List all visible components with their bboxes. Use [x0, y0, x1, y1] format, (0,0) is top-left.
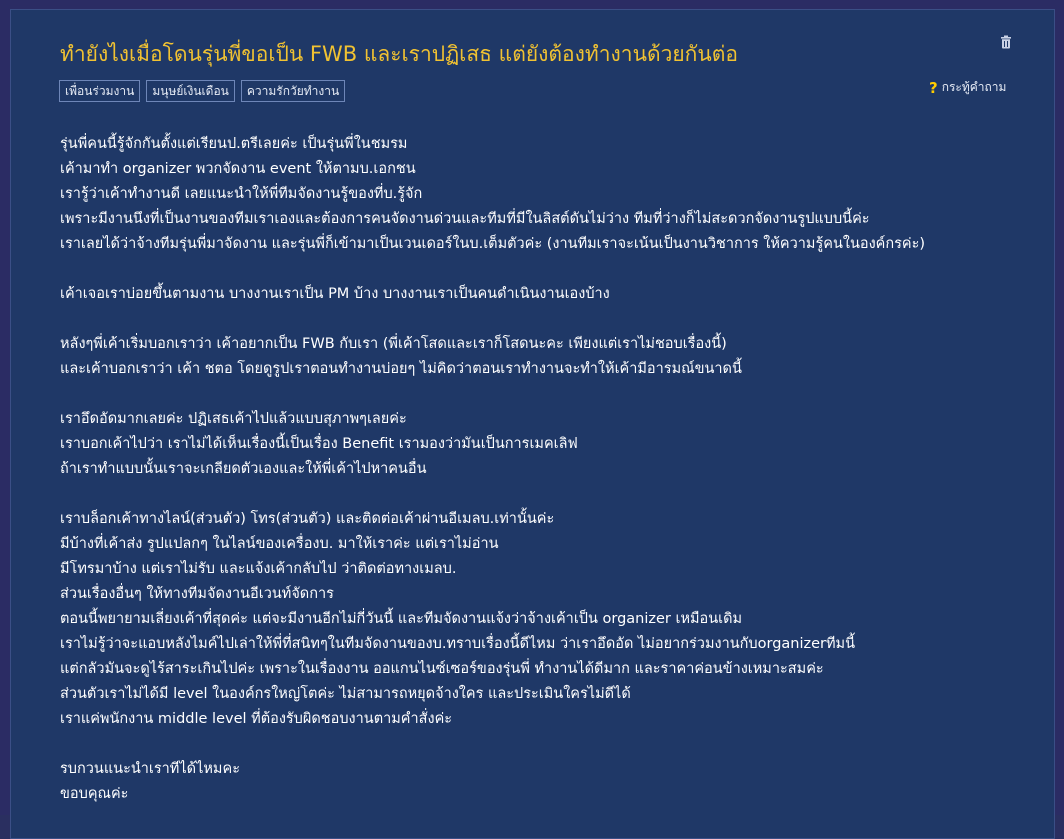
body-line: ถ้าเราทำแบบนั้นเราจะเกลียดตัวเองและให้พี่เค้าไปหาคนอื่น — [60, 461, 427, 477]
body-line: หลังๆพี่เค้าเริ่มบอกเราว่า เค้าอยากเป็น FWB กับเรา (พี่เค้าโสดและเราก็โสดนะคะ เพียงแต่เราไม่ชอบเรื่องนี้) — [60, 336, 727, 352]
paragraph-gap — [60, 482, 1040, 507]
body-line: เราไม่รู้ว่าจะแอบหลังไมค์ไปเล่าให้พี่ที่สนิทๆในทีมจัดงานของบ.ทราบเรื่องนี้ดีไหม ว่าเราอึดอัด ไม่อยากร่วมงานกับorganizerทีมนี้ — [60, 636, 856, 652]
body-line: และเค้าบอกเราว่า เค้า ชตอ โดยดูรูปเราตอนทำงานบ่อยๆ ไม่คิดว่าตอนเราทำงานจะทำให้เค้ามีอารมณ์ขนาดนี้ — [60, 361, 742, 377]
trash-icon[interactable] — [999, 34, 1013, 48]
body-line: ส่วนเรื่องอื่นๆ ให้ทางทีมจัดงานอีเวนท์จัดการ — [60, 586, 334, 602]
body-line: มีบ้างที่เค้าส่ง รูปแปลกๆ ในไลน์ของเครื่องบ. มาให้เราค่ะ แต่เราไม่อ่าน — [60, 536, 499, 552]
tag-salaryman[interactable]: มนุษย์เงินเดือน — [146, 80, 235, 102]
body-line: รุ่นพี่คนนี้รู้จักกันตั้งแต่เรียนป.ตรีเลยค่ะ เป็นรุ่นพี่ในชมรม — [60, 136, 408, 152]
body-line: เราบอกเค้าไปว่า เราไม่ได้เห็นเรื่องนี้เป็นเรื่อง Benefit เรามองว่ามันเป็นการเมคเลิฟ — [60, 436, 578, 452]
body-line: มีโทรมาบ้าง แต่เราไม่รับ และแจ้งเค้ากลับไป ว่าติดต่อทางเมลบ. — [60, 561, 457, 577]
post-body — [60, 132, 1040, 807]
body-line: แต่กลัวมันจะดูไร้สาระเกินไปค่ะ เพราะในเรื่องงาน ออแกนไนซ์เซอร์ของรุ่นพี่ ทำงานได้ดีมาก และราคาค่อนข้างเหมาะสมค่ะ — [60, 661, 824, 677]
question-mark-icon: ? — [929, 78, 938, 97]
body-line: เราแค่พนักงาน middle level ที่ต้องรับผิดชอบงานตามคำสั่งค่ะ — [60, 711, 453, 727]
question-type-label: กระทู้คำถาม — [941, 80, 1007, 94]
body-line: ขอบคุณค่ะ — [60, 786, 129, 802]
body-line: เราเลยได้ว่าจ้างทีมรุ่นพี่มาจัดงาน และรุ่นพี่ก็เข้ามาเป็นเวนเดอร์ในบ.เต็มตัวค่ะ (งานทีมเราจะเน้นเป็นงานวิชาการ ให้ความรู้คนในองค์กรค่ะ) — [60, 236, 926, 252]
topic-panel — [10, 9, 1055, 839]
body-line: ตอนนี้พยายามเลี่ยงเค้าที่สุดค่ะ แต่จะมีงานอีกไม่กี่วันนี้ และทีมจัดงานแจ้งว่าจ้างเค้าเป็น organizer เหมือนเดิม — [60, 611, 743, 627]
tag-coworker[interactable]: เพื่อนร่วมงาน — [59, 80, 140, 102]
topic-title: ทำยังไงเมื่อโดนรุ่นพี่ขอเป็น FWB และเราปฏิเสธ แต่ยังต้องทำงานด้วยกันต่อ — [60, 42, 738, 66]
paragraph-gap — [60, 732, 1040, 757]
body-line: เรารู้ว่าเค้าทำงานดี เลยแนะนำให้พี่ทีมจัดงานรู้ของที่บ.รู้จัก — [60, 186, 423, 202]
paragraph-gap — [60, 382, 1040, 407]
body-line: ส่วนตัวเราไม่ได้มี level ในองค์กรใหญ่โตค่ะ ไม่สามารถหยุดจ้างใคร และประเมินใครไม่ดีได้ — [60, 686, 631, 702]
body-line: เค้าเจอเราบ่อยขึ้นตามงาน บางงานเราเป็น PM บ้าง บางงานเราเป็นคนดำเนินงานเองบ้าง — [60, 286, 610, 302]
body-line: รบกวนแนะนำเราทีได้ไหมคะ — [60, 761, 240, 777]
body-line: เราบล็อกเค้าทางไลน์(ส่วนตัว) โทร(ส่วนตัว) และติดต่อเค้าผ่านอีเมลบ.เท่านั้นค่ะ — [60, 511, 555, 527]
body-line: เราอึดอัดมากเลยค่ะ ปฏิเสธเค้าไปแล้วแบบสุภาพๆเลยค่ะ — [60, 411, 407, 427]
question-type-badge[interactable] — [929, 78, 1006, 97]
tag-list — [59, 80, 345, 102]
paragraph-gap — [60, 307, 1040, 332]
paragraph-gap — [60, 257, 1040, 282]
body-line: เค้ามาทำ organizer พวกจัดงาน event ให้ตามบ.เอกชน — [60, 161, 416, 177]
body-line: เพราะมีงานนึงที่เป็นงานของทีมเราเองและต้องการคนจัดงานด่วนและทีมที่มีในลิสต์ดันไม่ว่าง ทีมที่ว่างก็ไม่สะดวกจัดงานรูปแบบนี้ค่ะ — [60, 211, 870, 227]
tag-workplace-love[interactable]: ความรักวัยทำงาน — [241, 80, 345, 102]
